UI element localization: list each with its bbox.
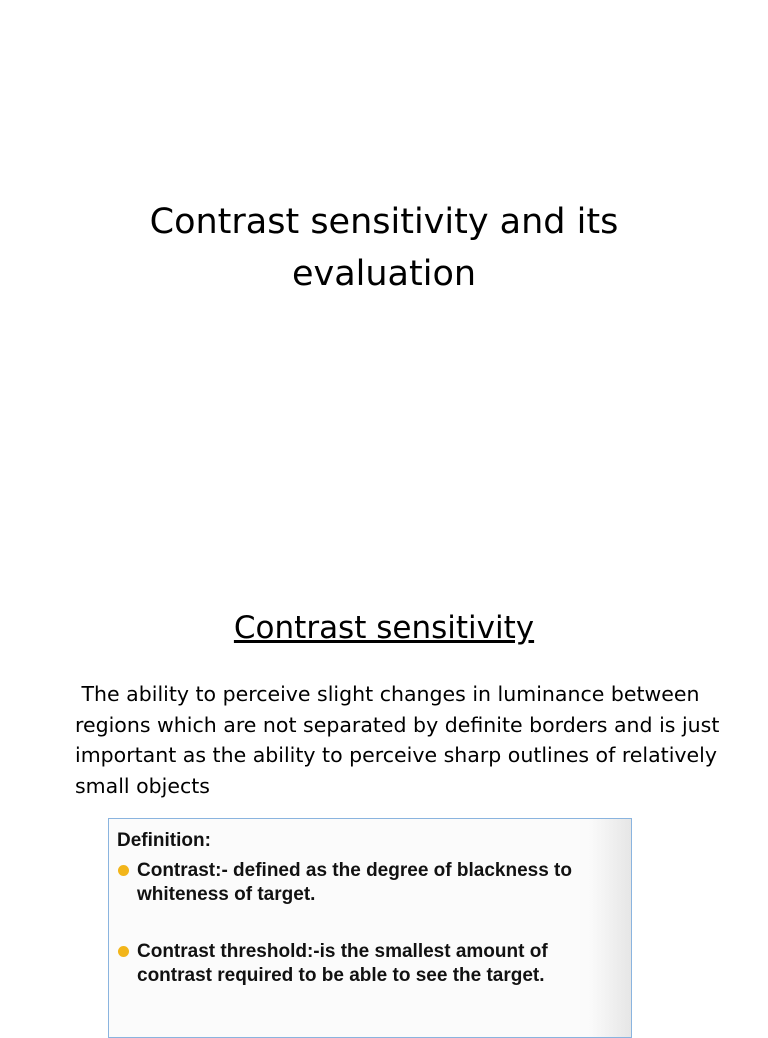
bullet-dot-icon	[118, 865, 129, 876]
slide2-body-text: The ability to perceive slight changes in luminance between regions which are not separated by definite borders and is just important as the ability to perceive sharp outlines of relatively small objects	[75, 682, 726, 798]
bullet-dot-icon	[118, 946, 129, 957]
definition-heading: Definition:	[117, 830, 211, 851]
slide1-title-line1: Contrast sensitivity and its	[149, 202, 619, 242]
slide1-title	[84, 196, 684, 300]
definition-item-text: Contrast:- defined as the degree of blackness to whiteness of target.	[137, 860, 572, 905]
definition-item-contrast	[117, 859, 627, 907]
definition-item-text: Contrast threshold:-is the smallest amount of contrast required to be able to see the target.	[137, 941, 548, 986]
slide1-title-line2: evaluation	[291, 254, 477, 294]
definition-item-contrast-threshold	[117, 940, 627, 988]
definition-image-box	[108, 818, 632, 1038]
slide2-title: Contrast sensitivity	[233, 610, 535, 646]
